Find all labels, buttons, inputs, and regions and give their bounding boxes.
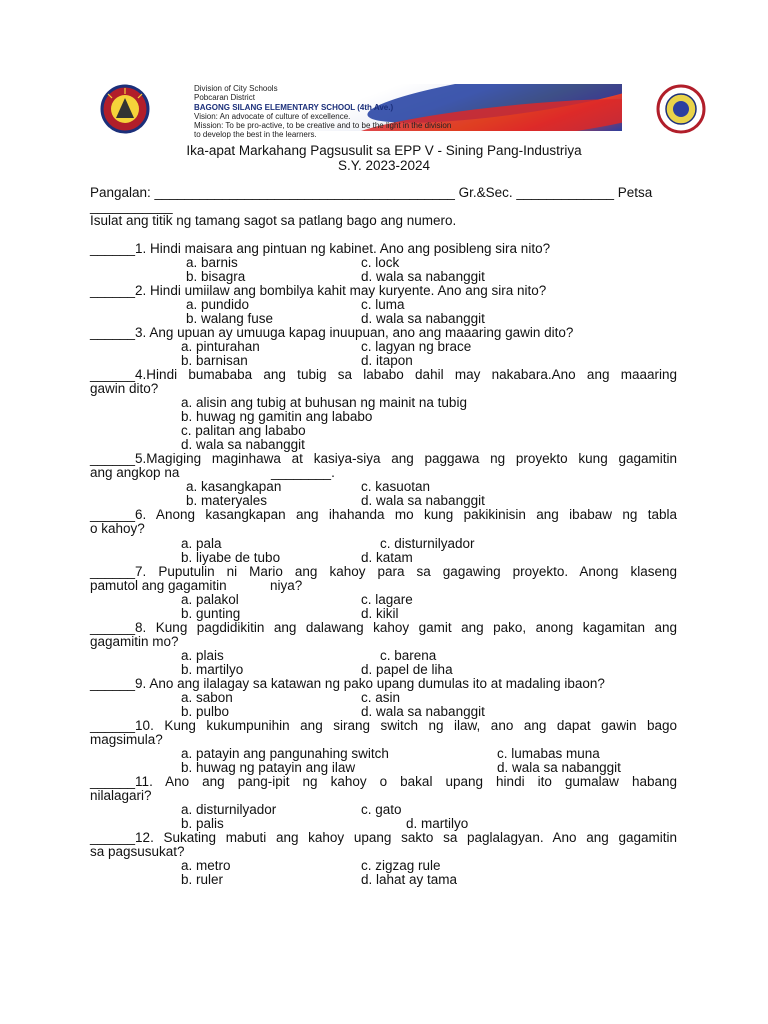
q1-choice-a: a. barnis bbox=[186, 255, 238, 270]
mission-text-1: Mission: To be pro-active, to be creative and to be the light in the division bbox=[194, 121, 452, 131]
q7-choice-a: a. palakol bbox=[181, 592, 239, 607]
question-4-line-2: gawin dito? bbox=[90, 381, 159, 396]
q12-choice-d: d. lahat ay tama bbox=[361, 872, 458, 887]
question-5-blank: ________. bbox=[271, 465, 335, 480]
question-6-line-1: ______6. Anong kasangkapan ang ihahanda mo kung pakikinisin ang ibabaw ng tabla bbox=[90, 507, 677, 522]
instruction: Isulat ang titik ng tamang sagot sa patlang bago ang numero. bbox=[90, 213, 457, 228]
q9-choice-d: d. wala sa nabanggit bbox=[361, 704, 485, 719]
q11-choice-b: b. palis bbox=[181, 816, 224, 831]
q2-choice-d: d. wala sa nabanggit bbox=[361, 311, 485, 326]
q6-choice-a: a. pala bbox=[181, 536, 222, 551]
question-11-line-1: ______11. Ano ang pang-ipit ng kahoy o bakal upang hindi ito gumalaw habang bbox=[90, 774, 677, 789]
mission-text-2: to develop the best in the learners. bbox=[194, 130, 317, 140]
q6-choice-c: c. disturnilyador bbox=[380, 536, 475, 551]
q2-choice-b: b. walang fuse bbox=[186, 311, 274, 326]
q2-choice-a: a. pundido bbox=[186, 297, 250, 312]
question-6-line-2: o kahoy? bbox=[90, 521, 145, 536]
name-field-line: Pangalan: ________________________________________ Gr.&Sec. _____________ Petsa bbox=[90, 185, 653, 200]
q12-choice-c: c. zigzag rule bbox=[361, 858, 441, 873]
q7-choice-c: c. lagare bbox=[361, 592, 413, 607]
vision-text: Vision: An advocate of culture of excellence. bbox=[194, 111, 351, 121]
question-11-line-2: nilalagari? bbox=[90, 788, 152, 803]
question-3: ______3. Ang upuan ay umuuga kapag inuupuan, ano ang maaaring gawin dito? bbox=[90, 325, 574, 340]
q5-choice-d: d. wala sa nabanggit bbox=[361, 493, 485, 508]
q1-choice-c: c. lock bbox=[361, 255, 400, 270]
q1-choice-b: b. bisagra bbox=[186, 269, 246, 284]
q12-choice-a: a. metro bbox=[181, 858, 231, 873]
q10-choice-d: d. wala sa nabanggit bbox=[497, 760, 621, 775]
q8-choice-d: d. papel de liha bbox=[361, 662, 453, 677]
question-12-line-2: sa pagsusukat? bbox=[90, 844, 185, 859]
q11-choice-d: d. martilyo bbox=[406, 816, 469, 831]
question-8-line-2: gagamitin mo? bbox=[90, 634, 179, 649]
q6-choice-b: b. liyabe de tubo bbox=[181, 550, 281, 565]
q10-choice-c: c. lumabas muna bbox=[497, 746, 600, 761]
question-7-line-1: ______7. Puputulin ni Mario ang kahoy para sa gagawing proyekto. Anong klaseng bbox=[90, 564, 677, 579]
question-1: ______1. Hindi maisara ang pintuan ng kabinet. Ano ang posibleng sira nito? bbox=[90, 241, 551, 256]
q9-choice-a: a. sabon bbox=[181, 690, 233, 705]
school-name: BAGONG SILANG ELEMENTARY SCHOOL (4th Ave.) bbox=[194, 102, 394, 112]
q10-choice-a: a. patayin ang pangunahing switch bbox=[181, 746, 389, 761]
question-4-line-1: ______4.Hindi bumababa ang tubig sa lababo dahil may nakabara.Ano ang maaaring bbox=[90, 367, 677, 382]
q2-choice-c: c. luma bbox=[361, 297, 405, 312]
q11-choice-c: c. gato bbox=[361, 802, 402, 817]
q7-choice-d: d. kikil bbox=[361, 606, 399, 621]
school-banner bbox=[96, 84, 710, 140]
q3-choice-a: a. pinturahan bbox=[181, 339, 260, 354]
question-9: ______9. Ano ang ilalagay sa katawan ng pako upang dumulas ito at madaling ibaon? bbox=[90, 676, 605, 691]
banner-text bbox=[194, 84, 574, 140]
q12-choice-b: b. ruler bbox=[181, 872, 224, 887]
q5-choice-a: a. kasangkapan bbox=[186, 479, 282, 494]
q6-choice-d: d. katam bbox=[361, 550, 413, 565]
q10-choice-b: b. huwag ng patayin ang ilaw bbox=[181, 760, 356, 775]
q8-choice-b: b. martilyo bbox=[181, 662, 244, 677]
q4-choice-a: a. alisin ang tubig at buhusan ng mainit na tubig bbox=[181, 395, 467, 410]
school-year: S.Y. 2023-2024 bbox=[337, 158, 431, 173]
question-10-line-2: magsimula? bbox=[90, 732, 163, 747]
exam-title: Ika-apat Markahang Pagsusulit sa EPP V - Sining Pang-Industriya bbox=[186, 143, 582, 158]
question-5-line-1: ______5.Magiging maginhawa at kasiya-siya ang paggawa ng proyekto kung gagamitin bbox=[90, 451, 677, 466]
q5-choice-b: b. materyales bbox=[186, 493, 268, 508]
q4-choice-d: d. wala sa nabanggit bbox=[181, 437, 305, 452]
district-name: Pobcaran District bbox=[194, 93, 255, 103]
date-blank: ___________ bbox=[90, 199, 173, 214]
q7-choice-b: b. gunting bbox=[181, 606, 241, 621]
q3-choice-b: b. barnisan bbox=[181, 353, 248, 368]
question-10-line-1: ______10. Kung kukumpunihin ang sirang switch ng ilaw, ano ang dapat gawin bago bbox=[90, 718, 677, 733]
q8-choice-a: a. plais bbox=[181, 648, 224, 663]
division-seal-icon bbox=[652, 84, 710, 134]
question-5-line-2: ang angkop na bbox=[90, 465, 180, 480]
question-7-line-2: pamutol ang gagamitin bbox=[90, 578, 227, 593]
q8-choice-c: c. barena bbox=[380, 648, 437, 663]
division-name: Division of City Schools bbox=[194, 84, 278, 93]
q5-choice-c: c. kasuotan bbox=[361, 479, 431, 494]
q1-choice-d: d. wala sa nabanggit bbox=[361, 269, 485, 284]
question-8-line-1: ______8. Kung pagdidikitin ang dalawang kahoy gamit ang pako, anong kagamitan ang bbox=[90, 620, 677, 635]
q4-choice-c: c. palitan ang lababo bbox=[181, 423, 306, 438]
q3-choice-d: d. itapon bbox=[361, 353, 413, 368]
question-7-line-2b: niya? bbox=[270, 578, 303, 593]
q9-choice-b: b. pulbo bbox=[181, 704, 230, 719]
question-12-line-1: ______12. Sukating mabuti ang kahoy upang sakto sa paglalagyan. Ano ang gagamitin bbox=[90, 830, 677, 845]
q9-choice-c: c. asin bbox=[361, 690, 401, 705]
q4-choice-b: b. huwag ng gamitin ang lababo bbox=[181, 409, 373, 424]
school-seal-icon bbox=[96, 84, 154, 134]
q3-choice-c: c. lagyan ng brace bbox=[361, 339, 472, 354]
q11-choice-a: a. disturnilyador bbox=[181, 802, 277, 817]
question-2: ______2. Hindi umiilaw ang bombilya kahit may kuryente. Ano ang sira nito? bbox=[90, 283, 547, 298]
